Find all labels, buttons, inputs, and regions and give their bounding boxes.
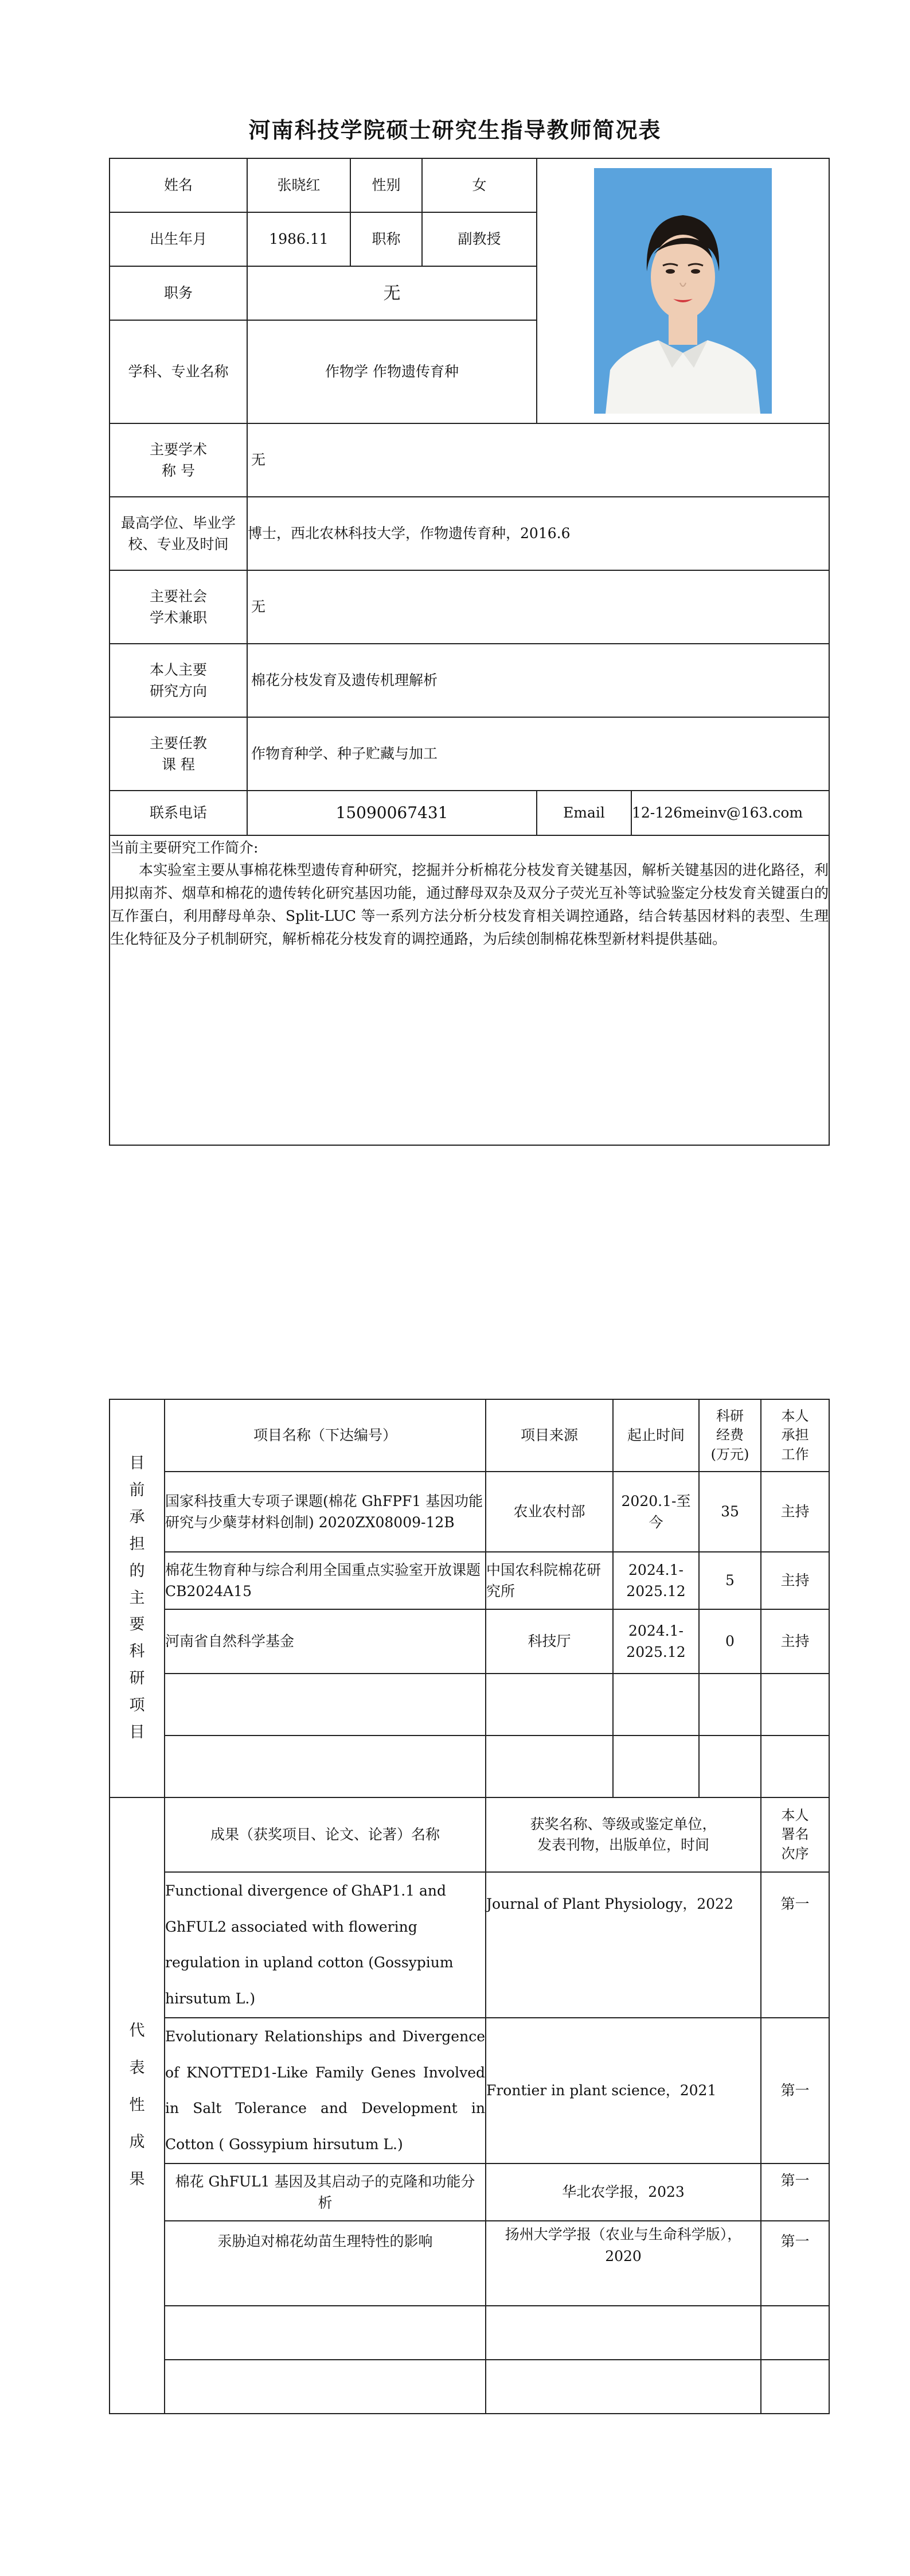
- side-label-char: 主: [129, 1589, 145, 1607]
- project-3-role: 主持: [761, 1609, 829, 1674]
- birth-label: 出生年月: [110, 212, 247, 266]
- achievement-2-rank: 第一: [761, 2018, 829, 2163]
- project-3-source: 科技厅: [486, 1609, 613, 1674]
- side-label-char: 性: [129, 2096, 145, 2114]
- side-label-char: 承: [129, 1508, 145, 1526]
- degree-label-line2: 校、专业及时间: [128, 536, 229, 552]
- role-header-line2: 承担: [781, 1427, 809, 1443]
- portrait-photo: [594, 168, 772, 414]
- courses-label-line1: 主要任教: [149, 734, 207, 752]
- achievement-2-name: Evolutionary Relationships and Divergence of KNOTTED1-Like Family Genes Involved in Salt Tolerance and Development in Cotton ( Gossypium hirsutum L.): [165, 2018, 486, 2163]
- projects-achievements-table: [109, 1399, 830, 2414]
- post-label: 职务: [110, 266, 247, 320]
- achievement-1-rank: 第一: [761, 1872, 829, 2018]
- achievement-3-name: 棉花 GhFUL1 基因及其启动子的克隆和功能分析: [165, 2163, 486, 2221]
- achievements-header-rank: [761, 1797, 829, 1872]
- side-label-char: 前: [129, 1481, 145, 1499]
- side-label-char: 担: [129, 1535, 145, 1553]
- gender-label: 性别: [350, 158, 422, 212]
- project-empty-row: [165, 1674, 486, 1736]
- venue-header-line1: 获奖名称、等级或鉴定单位，: [530, 1815, 717, 1832]
- side-label-char: 科: [129, 1643, 145, 1661]
- degree-label-line1: 最高学位、毕业学: [120, 514, 236, 531]
- degree-label: [110, 497, 247, 570]
- email-label: Email: [537, 791, 631, 835]
- side-label-char: 果: [129, 2170, 145, 2189]
- research-label-line2: 研究方向: [149, 683, 207, 699]
- projects-header-name: 项目名称（下达编号）: [165, 1399, 486, 1472]
- rank-header-line3: 次序: [781, 1845, 809, 1862]
- side-label-char: 成: [129, 2133, 145, 2151]
- discipline-label: 学科、专业名称: [110, 320, 247, 423]
- social-value: 无: [247, 570, 829, 644]
- project-2-funds: 5: [699, 1552, 761, 1609]
- profile-table: [109, 158, 830, 1146]
- side-label-char: 目: [129, 1723, 145, 1742]
- project-3-name: 河南省自然科学基金: [165, 1609, 486, 1674]
- achievement-3-rank: 第一: [761, 2163, 829, 2221]
- degree-value: 博士，西北农林科技大学，作物遗传育种，2016.6: [247, 497, 829, 570]
- photo-cell: [537, 158, 829, 423]
- side-label-char: 要: [129, 1616, 145, 1634]
- name-label: 姓名: [110, 158, 247, 212]
- achievement-1-name: Functional divergence of GhAP1.1 and GhFUL2 associated with flowering regulation in upland cotton (Gossypium hirsutum L.): [165, 1872, 486, 2018]
- project-empty-row: [165, 1736, 486, 1797]
- funds-header-line3: (万元): [710, 1446, 749, 1462]
- research-label: [110, 644, 247, 717]
- birth-value: 1986.11: [247, 212, 350, 266]
- research-label-line1: 本人主要: [149, 661, 207, 678]
- projects-side-label: [110, 1399, 165, 1797]
- social-label: [110, 570, 247, 644]
- academic-title-value: 无: [247, 423, 829, 497]
- achievement-3-venue: 华北农学报，2023: [486, 2163, 761, 2221]
- social-label-line2: 学术兼职: [149, 609, 207, 626]
- achievements-header-name: 成果（获奖项目、论文、论著）名称: [165, 1797, 486, 1872]
- role-header-line1: 本人: [781, 1407, 809, 1424]
- achievements-header-venue: [486, 1797, 761, 1872]
- academic-title-label: [110, 423, 247, 497]
- achievement-empty-row: [165, 2360, 486, 2414]
- project-2-name: 棉花生物育种与综合利用全国重点实验室开放课题 CB2024A15: [165, 1552, 486, 1609]
- achievement-4-rank: 第一: [761, 2221, 829, 2306]
- achievement-2-venue: Frontier in plant science，2021: [486, 2018, 761, 2163]
- gender-value: 女: [422, 158, 537, 212]
- research-value: 棉花分枝发育及遗传机理解析: [247, 644, 829, 717]
- courses-value: 作物育种学、种子贮藏与加工: [247, 717, 829, 791]
- social-label-line1: 主要社会: [149, 587, 207, 605]
- venue-header-line2: 发表刊物，出版单位，时间: [537, 1836, 709, 1853]
- projects-header-role: [761, 1399, 829, 1472]
- project-1-role: 主持: [761, 1472, 829, 1552]
- projects-header-period: 起止时间: [613, 1399, 699, 1472]
- side-label-char: 表: [129, 2059, 145, 2077]
- role-header-line3: 工作: [781, 1446, 809, 1462]
- funds-header-line2: 经费: [716, 1427, 744, 1443]
- page-title: 河南科技学院硕士研究生指导教师简况表: [248, 118, 662, 143]
- achievement-4-venue: 扬州大学学报（农业与生命科学版），2020: [486, 2221, 761, 2306]
- intro-cell: [110, 835, 829, 1145]
- projects-header-funds: [699, 1399, 761, 1472]
- project-2-source: 中国农科院棉花研究所: [486, 1552, 613, 1609]
- side-label-char: 研: [129, 1670, 145, 1688]
- discipline-value: 作物学 作物遗传育种: [247, 320, 537, 423]
- projects-header-source: 项目来源: [486, 1399, 613, 1472]
- achievement-empty-row: [165, 2306, 486, 2360]
- achievement-4-name: 汞胁迫对棉花幼苗生理特性的影响: [165, 2221, 486, 2306]
- rank-header-line1: 本人: [781, 1807, 809, 1823]
- email-value: 12-126meinv@163.com: [631, 791, 829, 835]
- name-value: 张晓红: [247, 158, 350, 212]
- side-label-char: 的: [129, 1562, 145, 1580]
- project-2-role: 主持: [761, 1552, 829, 1609]
- project-2-period: 2024.1-2025.12: [613, 1552, 699, 1609]
- phone-value: 15090067431: [247, 791, 537, 835]
- academic-title-label-line1: 主要学术: [149, 441, 207, 458]
- project-1-period: 2020.1-至今: [613, 1472, 699, 1552]
- project-1-name: 国家科技重大专项子课题(棉花 GhFPF1 基因功能研究与少蘖芽材料创制) 2020ZX08009-12B: [165, 1472, 486, 1552]
- achievement-1-venue: Journal of Plant Physiology，2022: [486, 1872, 761, 2018]
- achievements-side-label: [110, 1797, 165, 2414]
- rank-label: 职称: [350, 212, 422, 266]
- funds-header-line1: 科研: [716, 1407, 744, 1424]
- academic-title-label-line2: 称 号: [162, 462, 195, 479]
- rank-value: 副教授: [422, 212, 537, 266]
- intro-body: 本实验室主要从事棉花株型遗传育种研究，挖掘并分析棉花分枝发育关键基因，解析关键基因的进化路径，利用拟南芥、烟草和棉花的遗传转化研究基因功能，通过酵母双杂及双分子荧光互补等试验鉴定分枝发育关键蛋白的互作蛋白，利用酵母单杂、Split-LUC 等一系列方法分析分枝发育相关调控通路，结合转基因材料的表型、生理生化特征及分子机制研究，解析棉花分枝发育的调控通路，为后续创制棉花株型新材料提供基础。: [110, 861, 829, 947]
- side-label-char: 代: [129, 2022, 145, 2040]
- side-label-char: 目: [129, 1454, 145, 1472]
- project-1-source: 农业农村部: [486, 1472, 613, 1552]
- phone-label: 联系电话: [110, 791, 247, 835]
- project-3-funds: 0: [699, 1609, 761, 1674]
- project-3-period: 2024.1-2025.12: [613, 1609, 699, 1674]
- intro-title: 当前主要研究工作简介:: [110, 839, 259, 856]
- project-1-funds: 35: [699, 1472, 761, 1552]
- courses-label: [110, 717, 247, 791]
- courses-label-line2: 课 程: [162, 756, 195, 773]
- post-value: 无: [247, 266, 537, 320]
- rank-header-line2: 署名: [781, 1826, 809, 1843]
- side-label-char: 项: [129, 1696, 145, 1715]
